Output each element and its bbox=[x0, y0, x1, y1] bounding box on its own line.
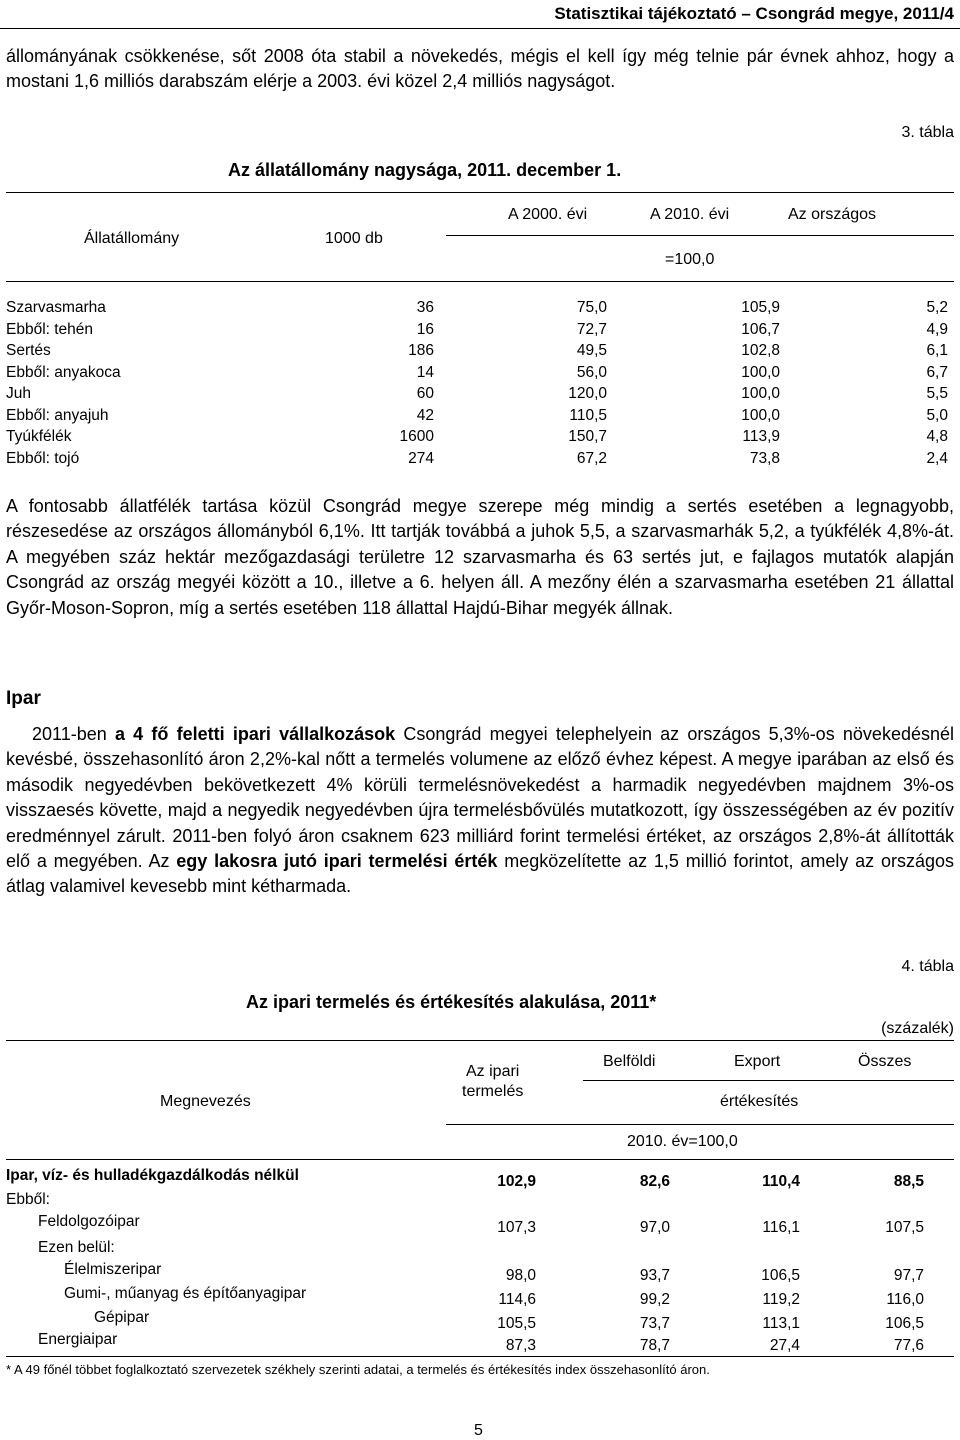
table4-cell-name: Élelmiszeripar bbox=[64, 1261, 162, 1278]
table4-cell-v4: 116,0 bbox=[886, 1291, 924, 1308]
table3-cell-orsz: 6,1 bbox=[926, 342, 948, 359]
table4-unit: (százalék) bbox=[881, 1020, 954, 1037]
table4-cell-name: Ipar, víz- és hulladékgazdálkodás nélkül bbox=[6, 1167, 299, 1184]
table3-cell-name: Ebből: anyajuh bbox=[6, 406, 109, 424]
table3-top-rule bbox=[6, 192, 954, 193]
table4-cell-v3: 116,1 bbox=[762, 1219, 800, 1236]
table4-header-bottom-rule bbox=[6, 1159, 954, 1160]
table3-cell-v2000: 75,0 bbox=[576, 299, 607, 316]
table4-cell-v2: 99,2 bbox=[639, 1291, 670, 1308]
table3-cell-v2000: 150,7 bbox=[568, 428, 607, 445]
table3-header-bottom-rule bbox=[6, 281, 954, 282]
table3-cell-v2010: 100,0 bbox=[741, 385, 780, 402]
table4-cell-name: Feldolgozóipar bbox=[38, 1213, 140, 1230]
header-title: Statisztikai tájékoztató – Csongrád megye, 2011/4 bbox=[554, 4, 954, 23]
table3-row bbox=[6, 319, 948, 341]
table3-header-2010: A 2010. évi bbox=[650, 206, 730, 223]
table4-cell-v4: 77,6 bbox=[893, 1337, 924, 1354]
table3-header-orszagos: Az országos bbox=[788, 206, 877, 223]
table3-cell-name: Sertés bbox=[6, 342, 51, 359]
table3-header-2000: A 2000. évi bbox=[508, 206, 588, 223]
table3-cell-orsz: 4,9 bbox=[926, 320, 948, 338]
table4-header-belfoldi: Belföldi bbox=[603, 1053, 656, 1070]
table3-cell-v2000: 120,0 bbox=[568, 385, 607, 402]
table4-top-rule bbox=[6, 1040, 954, 1041]
table4-cell-v2: 82,6 bbox=[639, 1173, 670, 1190]
industry-paragraph bbox=[6, 722, 954, 900]
table4-row bbox=[0, 1239, 960, 1261]
table4-cell-v1: 114,6 bbox=[498, 1291, 536, 1308]
table3-cell-db: 274 bbox=[408, 449, 434, 467]
table4-header-inner-rule bbox=[583, 1080, 954, 1081]
table3-cell-v2000: 72,7 bbox=[576, 320, 607, 338]
header-rule bbox=[0, 28, 960, 29]
livestock-paragraph: A fontosabb állatfélék tartása közül Csongrád megye szerepe még mindig a sertés esetében a legnagyobb, részesedése az országos állományból 6,1%. Itt tartják továbbá a juhok 5,5, a szarvasmarhák 5,2, a tyúkfélék 4,8%-át. A megyében száz hektár mezőgazdasági területre 12 szarvasmarha és 63 sertés jut, e fajlagos mutatók alapján Csongrád az ország megyéi között a 10., illetve a 6. helyen áll. A mezőny élén a szarvasmarha esetében 21 állattal Győr-Moson-Sopron, míg a sertés esetében 118 állattal Hajdú-Bihar megyék állnak. bbox=[6, 496, 954, 618]
table3-cell-name: Tyúkfélék bbox=[6, 428, 72, 445]
table4-header-ipari: Az ipari bbox=[466, 1063, 520, 1080]
table4-header-base-rule bbox=[446, 1124, 954, 1125]
industry-bold-enterprises: a 4 fő feletti ipari vállalkozások bbox=[114, 724, 396, 744]
table4-cell-v4: 97,7 bbox=[893, 1267, 924, 1284]
table4-cell-v3: 106,5 bbox=[761, 1267, 800, 1284]
table4-cell-name: Ezen belül: bbox=[38, 1239, 115, 1256]
table4-row bbox=[0, 1191, 960, 1213]
table3-cell-orsz: 5,0 bbox=[926, 406, 948, 424]
table3-cell-orsz: 4,8 bbox=[926, 428, 948, 445]
table4-row bbox=[0, 1261, 960, 1283]
table3-cell-name: Juh bbox=[6, 385, 31, 402]
table3-row bbox=[6, 426, 948, 448]
table3-cell-db: 60 bbox=[416, 385, 434, 402]
table3-cell-v2010: 106,7 bbox=[741, 320, 780, 338]
table3-number: 3. tábla bbox=[901, 124, 954, 141]
table3-cell-db: 186 bbox=[408, 342, 434, 359]
table4-body bbox=[0, 1161, 960, 1354]
table3-cell-v2010: 73,8 bbox=[749, 449, 780, 467]
table4-cell-v1: 105,5 bbox=[497, 1315, 536, 1332]
table3-row bbox=[6, 448, 948, 470]
table3-cell-v2010: 102,8 bbox=[741, 342, 780, 359]
table4-cell-v3: 119,2 bbox=[762, 1291, 800, 1308]
table3-header-allatallomany: Állatállomány bbox=[84, 230, 180, 247]
page-header bbox=[0, 0, 960, 40]
table4-cell-v4: 107,5 bbox=[885, 1219, 924, 1236]
table3-cell-name: Ebből: anyakoca bbox=[6, 363, 121, 381]
table4-cell-v2: 93,7 bbox=[639, 1267, 670, 1284]
table4-cell-v2: 78,7 bbox=[639, 1337, 670, 1354]
table3-row bbox=[6, 383, 948, 405]
table3-cell-db: 1600 bbox=[399, 428, 434, 445]
table3-cell-v2000: 56,0 bbox=[576, 363, 607, 381]
industry-mid: Csongrád megyei telephelyein az országos 5,3%-os növekedésnél kevésbé, összehasonlító áron 2,2%-kal nőtt a termelés volumene az előző évhez képest. A megye iparában az első és második negyedévben bekövetkezett 4% körüli termelésnövekedést a harmadik negyedévben majdnem 3%-os visszaesés követte, majd a negyedik negyedévben újra termelésbővülés mutatkozott, így összességében az év pozitív eredménnyel zárult. 2011-ben folyó áron csaknem 623 milliárd forint termelési értéket, az országos 2,8%-át állították elő a megyében. Az bbox=[6, 724, 954, 872]
table3-row bbox=[6, 297, 948, 319]
table4-number: 4. tábla bbox=[901, 958, 954, 975]
table4-header-termeles: termelés bbox=[462, 1083, 524, 1100]
table3-cell-name: Ebből: tehén bbox=[6, 320, 94, 338]
table4-row bbox=[0, 1213, 960, 1235]
table4-cell-v4: 88,5 bbox=[893, 1173, 924, 1190]
table3-row bbox=[6, 362, 948, 384]
table3-cell-orsz: 2,4 bbox=[926, 449, 948, 467]
table3-cell-db: 42 bbox=[416, 406, 434, 424]
table4-row bbox=[0, 1167, 960, 1189]
table3-cell-db: 36 bbox=[416, 299, 434, 316]
table4-bottom-rule bbox=[6, 1356, 954, 1357]
page-number: 5 bbox=[474, 1422, 483, 1439]
table4-header-megnevezes: Megnevezés bbox=[160, 1093, 251, 1110]
table3-cell-v2010: 100,0 bbox=[741, 406, 780, 424]
table3-header-base: =100,0 bbox=[665, 251, 715, 268]
table4-cell-v3: 27,4 bbox=[769, 1337, 800, 1354]
table3-header-inner-rule bbox=[446, 235, 954, 236]
table4-footnote: * A 49 főnél többet foglalkoztató szervezetek székhely szerinti adatai, a termelés és értékesítés index összehasonlító áron. bbox=[6, 1362, 710, 1377]
table3-title: Az állatállomány nagysága, 2011. december 1. bbox=[228, 160, 622, 180]
table4-row bbox=[0, 1309, 960, 1331]
table4-cell-v2: 73,7 bbox=[639, 1315, 670, 1332]
table4-cell-v3: 110,4 bbox=[762, 1173, 800, 1190]
industry-bold-per-capita: egy lakosra jutó ipari termelési érték bbox=[176, 851, 498, 872]
table4-cell-v1: 102,9 bbox=[497, 1173, 536, 1190]
table4-header-osszes: Összes bbox=[858, 1053, 912, 1070]
table3-row bbox=[6, 340, 948, 362]
table4-header-base: 2010. év=100,0 bbox=[627, 1133, 738, 1150]
table4-header-ertekesites: értékesítés bbox=[720, 1093, 799, 1110]
industry-intro: 2011-ben bbox=[32, 724, 115, 744]
table4-row bbox=[0, 1331, 960, 1353]
table3-cell-orsz: 5,2 bbox=[926, 299, 948, 316]
table4-cell-name: Ebből: bbox=[6, 1191, 50, 1208]
table3-cell-v2010: 105,9 bbox=[741, 299, 780, 316]
table3-cell-v2000: 67,2 bbox=[576, 449, 607, 467]
table3-header-1000db: 1000 db bbox=[325, 230, 383, 247]
table3-cell-name: Szarvasmarha bbox=[6, 299, 106, 316]
table3-cell-db: 14 bbox=[416, 363, 434, 381]
table4-header-export: Export bbox=[734, 1053, 781, 1070]
table4-cell-v4: 106,5 bbox=[885, 1315, 924, 1332]
table4-row bbox=[0, 1285, 960, 1307]
table3-cell-v2000: 110,5 bbox=[569, 406, 607, 424]
table4-cell-v1: 98,0 bbox=[505, 1267, 536, 1284]
table3-cell-orsz: 6,7 bbox=[926, 363, 948, 381]
table3-cell-v2010: 113,9 bbox=[742, 428, 780, 445]
table3-body bbox=[6, 297, 948, 469]
table4-title: Az ipari termelés és értékesítés alakulása, 2011* bbox=[246, 992, 657, 1012]
table3-cell-orsz: 5,5 bbox=[926, 385, 948, 402]
table4-cell-name: Energiaipar bbox=[38, 1331, 118, 1348]
section-heading-ipar: Ipar bbox=[6, 688, 41, 709]
table3-cell-v2000: 49,5 bbox=[576, 342, 607, 359]
table4-cell-v2: 97,0 bbox=[639, 1219, 670, 1236]
table4-cell-v3: 113,1 bbox=[762, 1315, 800, 1332]
intro-paragraph: állományának csökkenése, sőt 2008 óta stabil a növekedés, mégis el kell így még telnie pár évnek ahhoz, hogy a mostani 1,6 milliós darabszám elérje a 2003. évi közel 2,4 milliós nagyságot. bbox=[6, 46, 954, 92]
table4-cell-v1: 87,3 bbox=[505, 1337, 536, 1354]
industry-end: megközelítette az 1,5 millió forintot, amely az országos átlag valamivel kevesebb mint kétharmada. bbox=[6, 851, 954, 897]
table3-cell-v2010: 100,0 bbox=[741, 363, 780, 381]
table4-cell-name: Gépipar bbox=[94, 1309, 150, 1326]
table4-cell-v1: 107,3 bbox=[497, 1219, 536, 1236]
table3-row bbox=[6, 405, 948, 427]
table3-cell-db: 16 bbox=[416, 320, 434, 338]
table3-cell-name: Ebből: tojó bbox=[6, 449, 80, 467]
table4-cell-name: Gumi-, műanyag és építőanyagipar bbox=[64, 1285, 307, 1302]
